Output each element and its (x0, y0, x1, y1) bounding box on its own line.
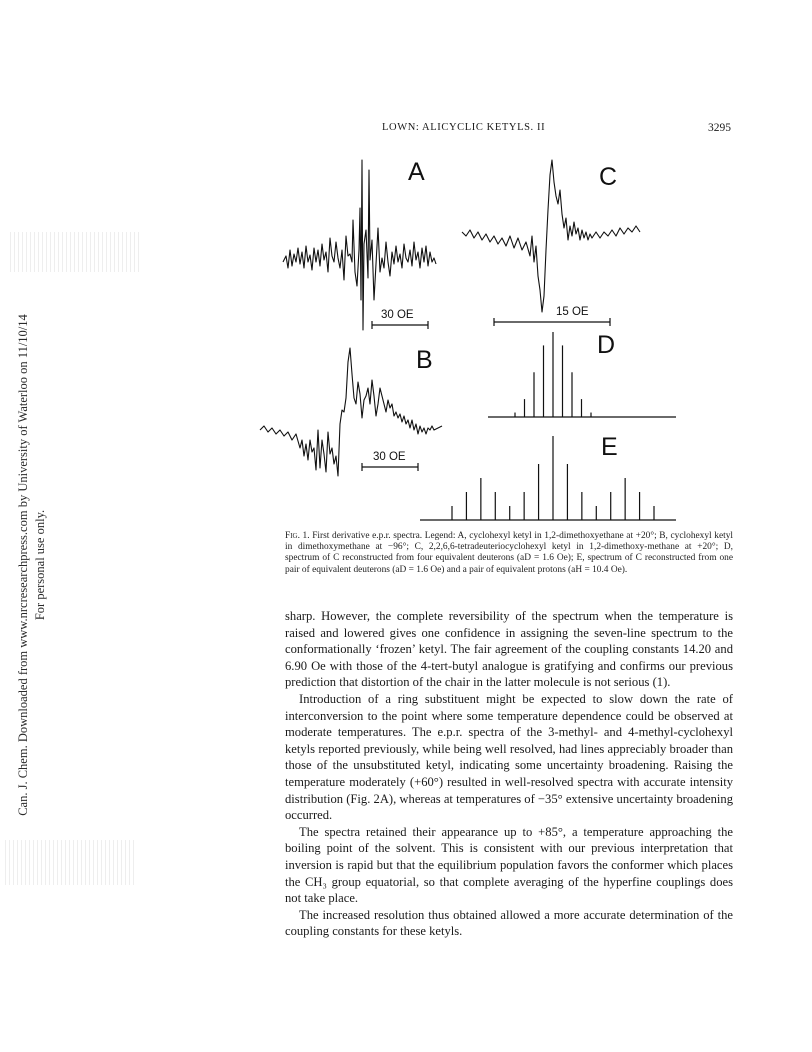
panel-label-d: D (597, 331, 616, 359)
spectrum-trace-b (260, 348, 442, 476)
running-title: LOWN: ALICYCLIC KETYLS. II (382, 122, 546, 133)
paragraph: The increased resolution thus obtained allowed a more accurate determination of the coupling constants for these ketyls. (285, 907, 733, 939)
scale-label-b: 30 OE (373, 451, 406, 463)
caption-text: First derivative e.p.r. spectra. Legend: A, cyclohexyl ketyl in 1,2-dimethoxyethane at +20°; B, cyclohexyl ketyl in dimethoxymethane at −96°; C, 2,2,6,6-tetradeuteriocyclohexyl ketyl in 1,2-dimethoxy-methane at +20°; D, spectrum of C reconstructed from four equivalent deuterons (aD = 1.6 Oe); E, spectrum of C reconstructed from one pair of equivalent deuterons (aD = 1.6 Oe) and a pair of equivalent protons (aH = 10.4 Oe). (285, 531, 734, 575)
download-notice-line2: For personal use only. (33, 509, 47, 621)
paragraph: Introduction of a ring substituent might be expected to slow down the rate of interconversion to the point where some temperature dependence could be observed at moderate temperatures. The e.p.r. spectra of the 3-methyl- and 4-methyl-cyclohexyl ketyls reported previously, while being well resolved, had lines appreciably broader than those of the unsubstituted ketyl, indicating some uncertainty broadening. Raising the temperature moderately (+60°) resulted in well-resolved spectra with accurate intensity distribution (Fig. 2A), whereas at temperatures of −35° extensive uncertainty broadening occurred. (285, 691, 733, 823)
stick-spectrum-e (420, 436, 676, 520)
panel-label-e: E (601, 433, 618, 461)
scale-label-a: 30 OE (381, 309, 414, 321)
scale-label-c: 15 OE (556, 306, 589, 318)
body-text (285, 608, 733, 940)
paragraph: sharp. However, the complete reversibility of the spectrum when the temperature is raised and lowered gives one confidence in assigning the seven-line spectrum to the conformationally ‘frozen’ ketyl. The fair agreement of the coupling constants 14.20 and 6.90 Oe with those of the 4-tert-butyl analogue is gratifying and confirms our previous prediction that distortion of the chair in the latter molecule is not serious (1). (285, 609, 733, 690)
page-number: 3295 (708, 122, 731, 134)
caption-lead: Fig. 1. (285, 531, 310, 541)
panel-label-b: B (416, 346, 433, 374)
paragraph: The spectra retained their appearance up to +85°, a temperature approaching the boiling point of the solvent. This is consistent with our previous interpretation that inversion is rapid but that the equilibrium population favors the conformer which places the CH₃ group equatorial, so that complete averaging of the hyperfine couplings does not take place. (285, 824, 733, 906)
figure-caption (285, 531, 733, 576)
download-notice-line1: Can. J. Chem. Downloaded from www.nrcresearchpress.com by University of Waterloo on 11/10/14 (16, 314, 30, 816)
panel-label-c: C (599, 163, 618, 191)
stick-spectrum-d (488, 332, 676, 417)
panel-label-a: A (408, 158, 425, 186)
scan-artifact (5, 840, 135, 885)
